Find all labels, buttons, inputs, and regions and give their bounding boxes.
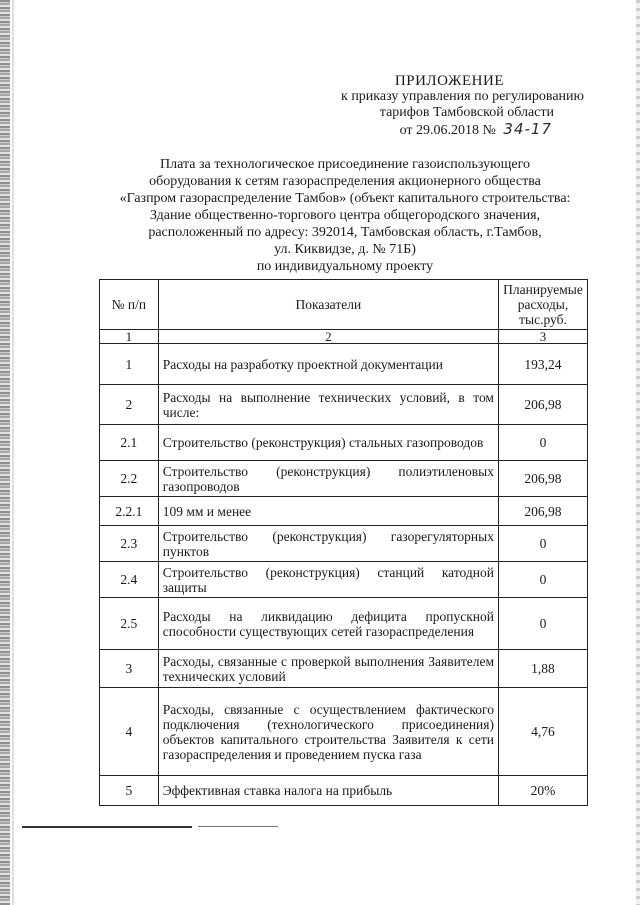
row-num: 2.2.1	[100, 497, 159, 526]
order-authority: тарифов Тамбовской области	[379, 105, 554, 120]
row-indicator: Расходы на выполнение технических условий, в том числе:	[158, 385, 498, 425]
col-number-3: 3	[498, 330, 587, 344]
row-indicator: Строительство (реконструкция) станций катодной защиты	[158, 562, 498, 598]
scan-edge-left-inner	[12, 0, 14, 905]
document-header	[284, 73, 584, 139]
footer-rule	[22, 826, 192, 828]
table-row	[100, 688, 588, 776]
table-header-row	[100, 280, 588, 330]
appendix-label: ПРИЛОЖЕНИЕ	[394, 73, 504, 89]
row-num: 3	[100, 650, 159, 688]
row-num: 2.1	[100, 425, 159, 461]
row-indicator: Расходы, связанные с проверкой выполнения Заявителем технических условий	[158, 650, 498, 688]
row-indicator: Строительство (реконструкция) газорегуляторных пунктов	[158, 526, 498, 562]
row-indicator: Расходы на разработку проектной документации	[158, 344, 498, 385]
row-cost: 20%	[498, 776, 587, 806]
row-num: 2	[100, 385, 159, 425]
table-row	[100, 650, 588, 688]
header-cost: Планируемые расходы, тыс.руб.	[498, 280, 587, 330]
row-cost: 0	[498, 562, 587, 598]
table-row	[100, 425, 588, 461]
row-num: 2.4	[100, 562, 159, 598]
title-line-4: Здание общественно-торгового центра общегородского значения,	[149, 208, 541, 223]
row-indicator: Строительство (реконструкция) полиэтиленовых газопроводов	[158, 461, 498, 497]
row-num: 4	[100, 688, 159, 776]
title-line-6: ул. Киквидзе, д. № 71Б)	[274, 242, 416, 257]
row-indicator: Расходы, связанные с осуществлением фактического подключения (технологического присоединения) объектов капитального строительства Заявителя к сети газораспределения и проведением пуска газа	[158, 688, 498, 776]
row-num: 5	[100, 776, 159, 806]
table-column-numbers	[100, 330, 588, 344]
title-line-3: «Газпром газораспределение Тамбов» (объект капитального строительства:	[119, 191, 571, 206]
row-indicator: Строительство (реконструкция) стальных газопроводов	[158, 425, 498, 461]
fees-table	[99, 279, 588, 806]
table-row	[100, 344, 588, 385]
row-cost: 206,98	[498, 497, 587, 526]
table-row	[100, 461, 588, 497]
row-cost: 0	[498, 598, 587, 650]
row-indicator: Эффективная ставка налога на прибыль	[158, 776, 498, 806]
header-indicator: Показатели	[158, 280, 498, 330]
row-cost: 0	[498, 526, 587, 562]
document-title	[100, 156, 590, 275]
order-date: от 29.06.2018 №	[399, 123, 496, 138]
row-cost: 206,98	[498, 385, 587, 425]
table-row	[100, 598, 588, 650]
title-line-5: расположенный по адресу: 392014, Тамбовская область, г.Тамбов,	[148, 225, 542, 240]
table-row	[100, 497, 588, 526]
row-num: 1	[100, 344, 159, 385]
row-cost: 1,88	[498, 650, 587, 688]
col-number-1: 1	[100, 330, 159, 344]
table-row	[100, 385, 588, 425]
col-number-2: 2	[158, 330, 498, 344]
order-reference: к приказу управления по регулированию	[341, 89, 584, 104]
row-num: 2.5	[100, 598, 159, 650]
row-indicator: Расходы на ликвидацию дефицита пропускной способности существующих сетей газораспределения	[158, 598, 498, 650]
header-num: № п/п	[100, 280, 159, 330]
row-cost: 206,98	[498, 461, 587, 497]
row-cost: 193,24	[498, 344, 587, 385]
table-row	[100, 776, 588, 806]
title-line-2: оборудования к сетям газораспределения акционерного общества	[149, 174, 541, 189]
title-line-1: Плата за технологическое присоединение газоиспользующего	[160, 157, 530, 172]
row-cost: 4,76	[498, 688, 587, 776]
table-row	[100, 526, 588, 562]
scan-edge-right	[636, 0, 640, 905]
order-number-handwritten: 34-17	[503, 120, 552, 138]
table-row	[100, 562, 588, 598]
row-indicator: 109 мм и менее	[158, 497, 498, 526]
title-line-7: по индивидуальному проекту	[256, 259, 434, 274]
order-date-line	[284, 121, 584, 139]
row-cost: 0	[498, 425, 587, 461]
footer-rule-faint	[198, 826, 278, 827]
row-num: 2.2	[100, 461, 159, 497]
scan-edge-left	[0, 0, 10, 905]
row-num: 2.3	[100, 526, 159, 562]
